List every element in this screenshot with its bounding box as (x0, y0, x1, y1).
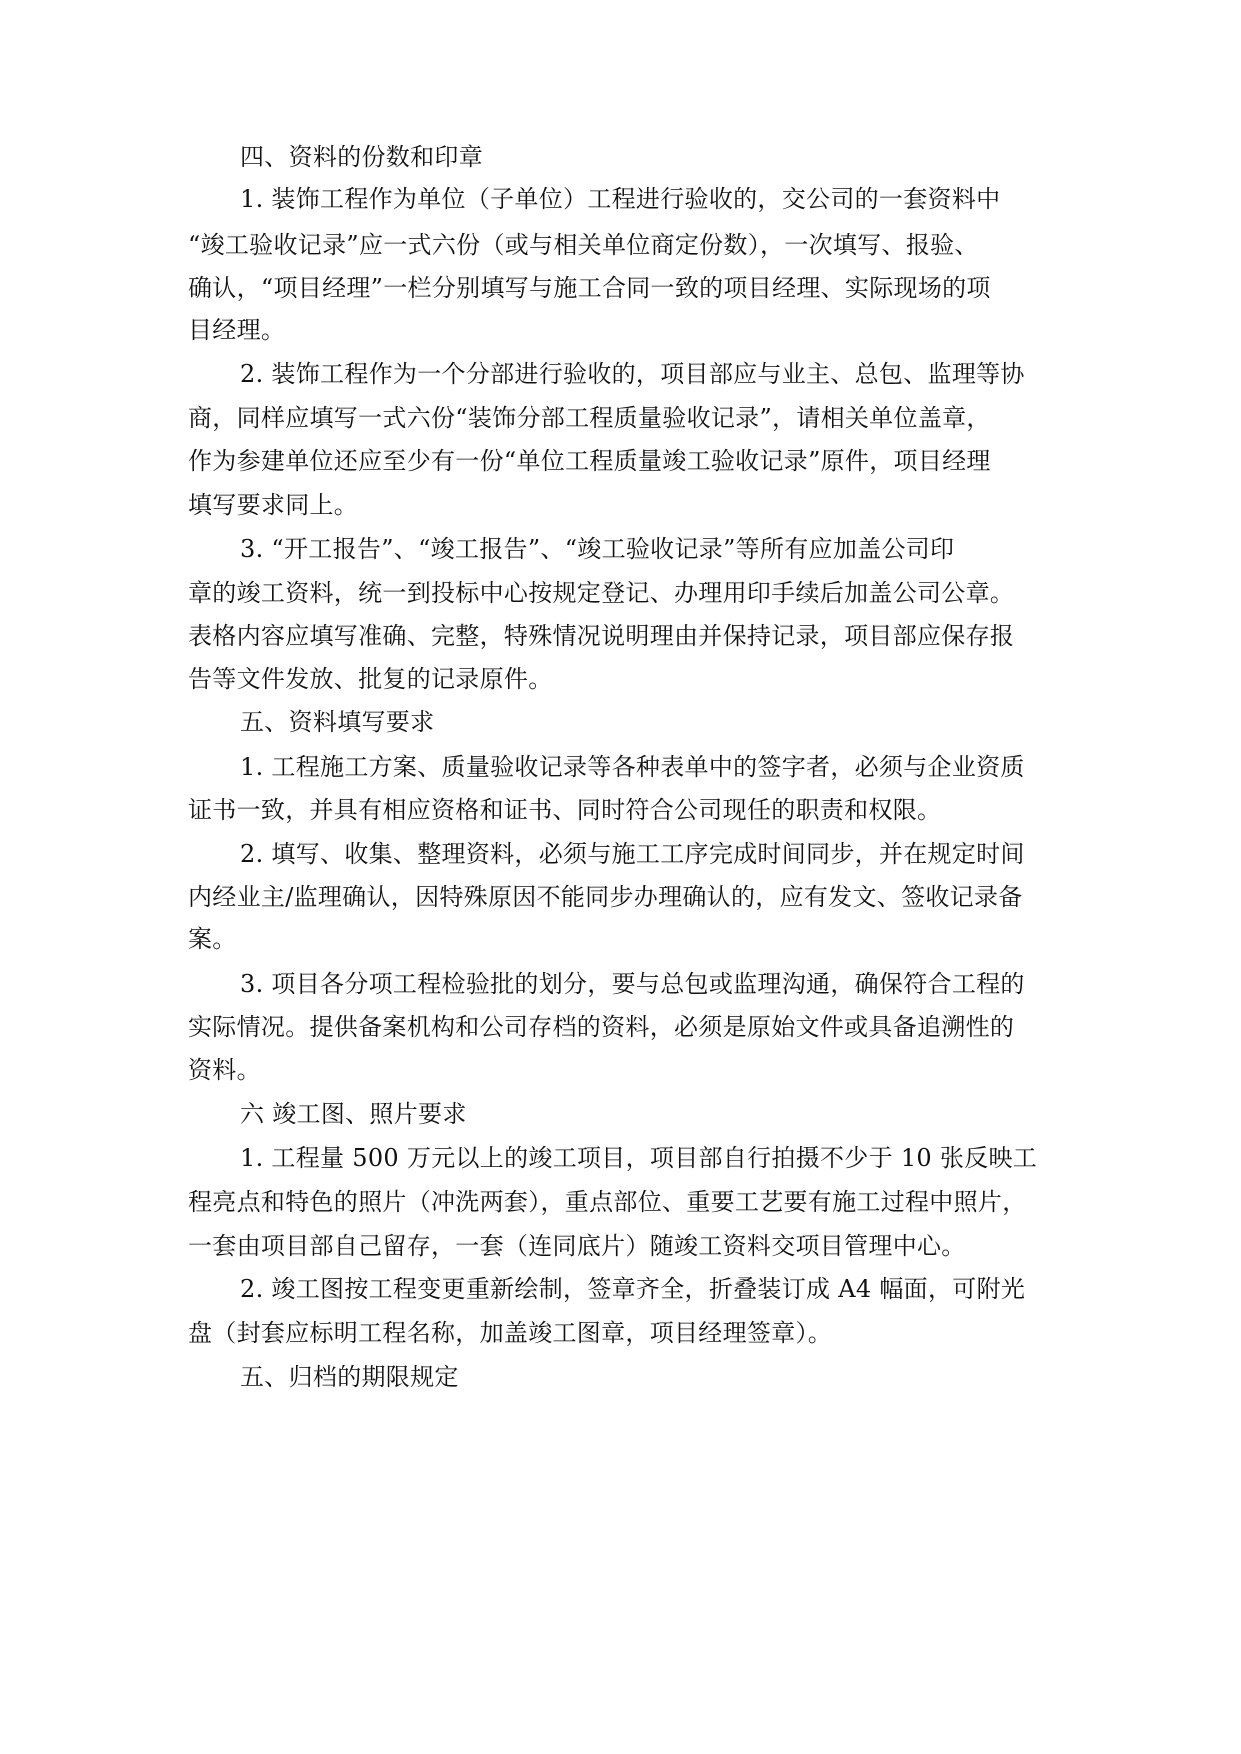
paragraph-line: 实际情况。提供备案机构和公司存档的资料，必须是原始文件或具备追溯性的 (188, 1013, 1015, 1041)
paragraph-line: 2. 竣工图按工程变更重新绘制，签章齐全，折叠装订成 A4 幅面，可附光 (240, 1275, 1026, 1303)
paragraph-line: 2. 填写、收集、整理资料，必须与施工工序完成时间同步，并在规定时间 (240, 840, 1025, 868)
paragraph-line: 案。 (188, 925, 237, 953)
paragraph-line: 章的竣工资料，统一到投标中心按规定登记、办理用印手续后加盖公司公章。 (188, 579, 1015, 607)
paragraph-line: 告等文件发放、批复的记录原件。 (188, 665, 553, 693)
section-heading: 四、资料的份数和印章 (240, 143, 483, 171)
section-heading: 五、归档的期限规定 (240, 1363, 459, 1391)
paragraph-line: 3. “开工报告”、“竣工报告”、“竣工验收记录”等所有应加盖公司印 (240, 535, 955, 563)
paragraph-line: 目经理。 (188, 316, 286, 344)
document-page (188, 0, 1068, 1754)
paragraph-line: 3. 项目各分项工程检验批的划分，要与总包或监理沟通，确保符合工程的 (240, 970, 1025, 998)
paragraph-line: 2. 装饰工程作为一个分部进行验收的，项目部应与业主、总包、监理等协 (240, 360, 1025, 388)
paragraph-line: 内经业主/监理确认，因特殊原因不能同步办理确认的，应有发文、签收记录备 (188, 883, 1023, 911)
paragraph-line: 程亮点和特色的照片（冲洗两套），重点部位、重要工艺要有施工过程中照片， (188, 1188, 1027, 1216)
paragraph-line: 一套由项目部自己留存，一套（连同底片）随竣工资料交项目管理中心。 (188, 1232, 966, 1260)
paragraph-line: 1. 工程施工方案、质量验收记录等各种表单中的签字者，必须与企业资质 (240, 753, 1025, 781)
paragraph-line: 商，同样应填写一式六份“装饰分部工程质量验收记录”，请相关单位盖章， (188, 404, 991, 432)
paragraph-line: “竣工验收记录”应一式六份（或与相关单位商定份数），一次填写、报验、 (188, 231, 979, 259)
paragraph-line: 资料。 (188, 1056, 261, 1084)
paragraph-line: 盘（封套应标明工程名称，加盖竣工图章，项目经理签章）。 (188, 1319, 833, 1347)
section-heading: 五、资料填写要求 (240, 708, 435, 736)
paragraph-line: 填写要求同上。 (188, 491, 359, 519)
section-heading: 六 竣工图、照片要求 (240, 1100, 467, 1128)
paragraph-line: 1. 装饰工程作为单位（子单位）工程进行验收的，交公司的一套资料中 (240, 185, 1001, 213)
paragraph-line: 证书一致，并具有相应资格和证书、同时符合公司现任的职责和权限。 (188, 796, 942, 824)
paragraph-line: 作为参建单位还应至少有一份“单位工程质量竣工验收记录”原件，项目经理 (188, 447, 991, 475)
paragraph-line: 表格内容应填写准确、完整，特殊情况说明理由并保持记录，项目部应保存报 (188, 622, 1015, 650)
paragraph-line: 确认，“项目经理”一栏分别填写与施工合同一致的项目经理、实际现场的项 (188, 274, 991, 302)
paragraph-line: 1. 工程量 500 万元以上的竣工项目，项目部自行拍摄不少于 10 张反映工 (240, 1144, 1038, 1172)
